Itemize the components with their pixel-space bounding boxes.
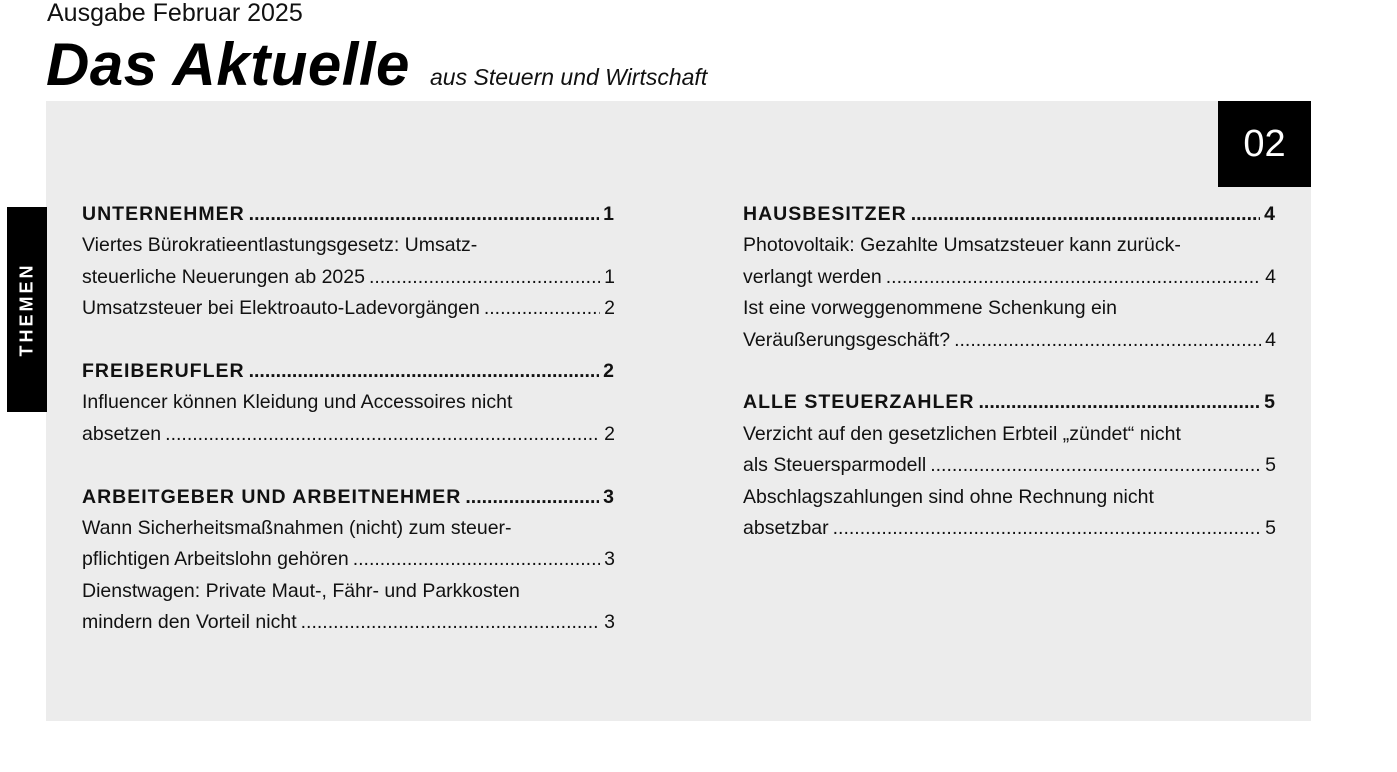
leader-dots — [165, 419, 600, 450]
page-number: 4 — [1265, 328, 1276, 351]
page-number: 5 — [1264, 391, 1276, 414]
leader-dots — [979, 387, 1261, 418]
article-title-line: Wann Sicherheitsmaßnahmen (nicht) zum steuer- — [82, 516, 512, 539]
article-title-last-line — [82, 544, 615, 575]
section-heading[interactable] — [82, 199, 615, 230]
page-number: 4 — [1265, 265, 1276, 288]
page-number: 1 — [604, 265, 615, 288]
page-number: 2 — [604, 422, 615, 445]
article-title-text: als Steuersparmodell — [743, 454, 927, 477]
leader-dots — [249, 199, 599, 230]
toc-section — [82, 356, 615, 450]
leader-dots — [930, 450, 1261, 481]
toc-article[interactable] — [743, 230, 1276, 293]
leader-dots — [369, 262, 600, 293]
section-heading-title: HAUSBESITZER — [743, 203, 907, 225]
section-heading-title: ARBEITGEBER UND ARBEITNEHMER — [82, 485, 462, 508]
leader-dots — [911, 199, 1260, 230]
article-title-text: absetzbar — [743, 516, 829, 539]
article-title-line: Dienstwagen: Private Maut-, Fähr- und Parkkosten — [82, 579, 520, 602]
section-heading[interactable] — [743, 199, 1276, 230]
section-heading-title: FREIBERUFLER — [82, 359, 245, 382]
toc-section — [743, 199, 1276, 356]
section-heading-title: ALLE STEUERZAHLER — [743, 391, 975, 414]
page-number: 5 — [1265, 516, 1276, 539]
leader-dots — [484, 293, 600, 324]
section-heading[interactable] — [82, 482, 615, 513]
side-tab-label: THEMEN — [16, 262, 37, 357]
page-number: 3 — [603, 485, 615, 508]
toc-article[interactable] — [743, 419, 1276, 482]
article-title-line: Abschlagszahlungen sind ohne Rechnung nicht — [743, 485, 1154, 508]
leader-dots — [301, 607, 601, 638]
section-heading[interactable] — [82, 356, 615, 387]
leader-dots — [833, 513, 1262, 544]
newsletter-title: Das Aktuelle — [46, 31, 410, 98]
article-title-last-line — [743, 262, 1276, 293]
themen-side-tab — [7, 207, 47, 412]
toc-article[interactable] — [82, 387, 615, 450]
article-title-line: Photovoltaik: Gezahlte Umsatzsteuer kann zurück- — [743, 234, 1181, 257]
page-number: 3 — [604, 548, 615, 571]
page-number: 5 — [1265, 454, 1276, 477]
article-title-last-line — [82, 262, 615, 293]
article-title-last-line — [82, 607, 615, 638]
article-title-line: Viertes Bürokratieentlastungsgesetz: Umsatz- — [82, 234, 478, 257]
article-title-line: Verzicht auf den gesetzlichen Erbteil „zündet“ nicht — [743, 422, 1181, 445]
toc-article[interactable] — [82, 230, 615, 293]
section-heading[interactable] — [743, 387, 1276, 418]
article-title-last-line — [743, 325, 1276, 356]
leader-dots — [249, 356, 600, 387]
page-number: 4 — [1264, 203, 1276, 225]
section-heading-title: UNTERNEHMER — [82, 203, 245, 225]
page-number: 2 — [603, 359, 615, 382]
article-title-last-line — [82, 293, 615, 324]
article-title-last-line — [743, 450, 1276, 481]
page-number: 3 — [604, 611, 615, 634]
issue-date: Ausgabe Februar 2025 — [47, 0, 303, 27]
leader-dots — [353, 544, 600, 575]
article-title-line: Ist eine vorweggenommene Schenkung ein — [743, 297, 1117, 320]
leader-dots — [954, 325, 1261, 356]
issue-number-badge: 02 — [1218, 101, 1311, 187]
article-title-text: mindern den Vorteil nicht — [82, 611, 297, 634]
toc-article[interactable] — [82, 513, 615, 576]
toc-section — [743, 387, 1276, 544]
article-title-last-line — [82, 419, 615, 450]
toc-left-column — [82, 199, 615, 670]
toc-article[interactable] — [743, 482, 1276, 545]
toc-right-column — [743, 199, 1276, 576]
leader-dots — [465, 482, 599, 513]
toc-article[interactable] — [743, 293, 1276, 356]
page-number: 2 — [604, 297, 615, 320]
toc-section — [82, 482, 615, 639]
article-title-text: Veräußerungsgeschäft? — [743, 328, 951, 351]
article-title-text: pflichtigen Arbeitslohn gehören — [82, 548, 349, 571]
toc-article[interactable] — [82, 293, 615, 324]
article-title-last-line — [743, 513, 1276, 544]
newsletter-subtitle: aus Steuern und Wirtschaft — [430, 64, 708, 90]
article-title-text: Umsatzsteuer bei Elektroauto-Ladevorgängen — [82, 297, 480, 320]
article-title-line: Influencer können Kleidung und Accessoires nicht — [82, 391, 513, 414]
toc-article[interactable] — [82, 576, 615, 639]
toc-section — [82, 199, 615, 325]
article-title-text: steuerliche Neuerungen ab 2025 — [82, 265, 365, 288]
leader-dots — [886, 262, 1261, 293]
article-title-text: absetzen — [82, 422, 162, 445]
article-title-text: verlangt werden — [743, 265, 882, 288]
page-number: 1 — [603, 203, 615, 225]
